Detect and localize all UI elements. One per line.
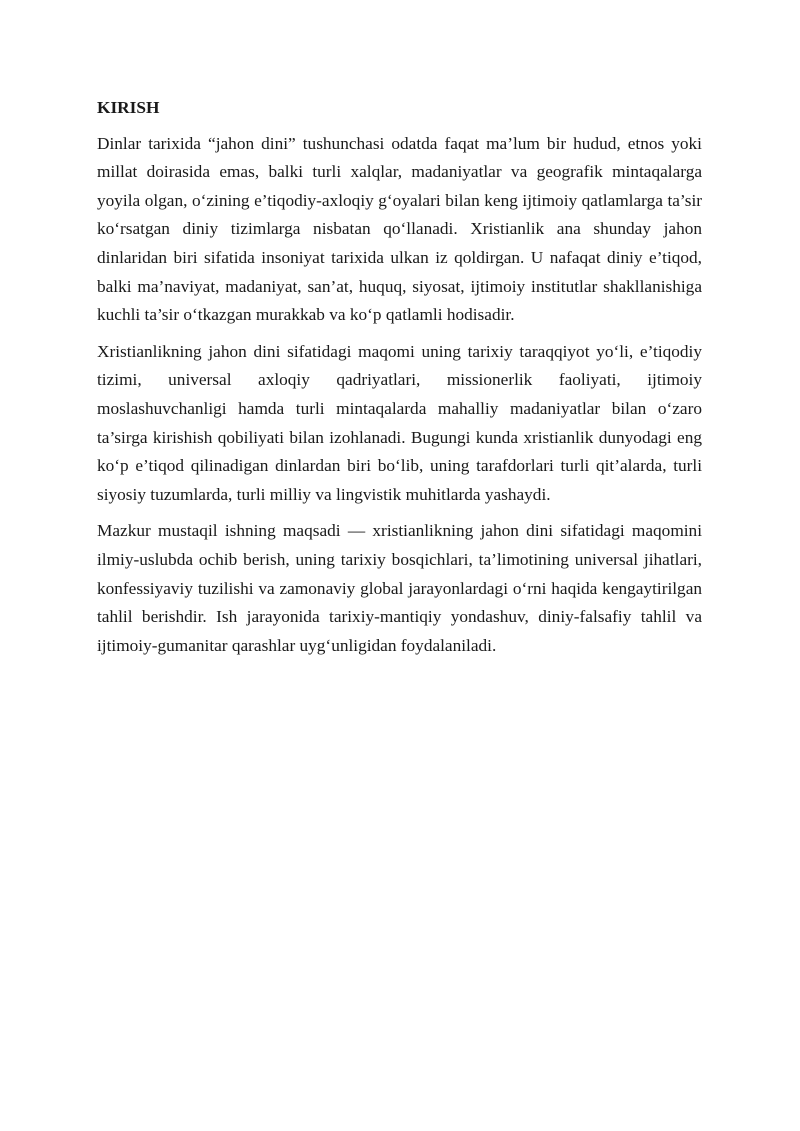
document-body <box>97 94 702 668</box>
paragraph-1: Dinlar tarixida “jahon dini” tushunchasi odatda faqat ma’lum bir hudud, etnos yoki millat doirasida emas, balki turli xalqlar, madaniyatlar va geografik mintaqalarga yoyila olgan, o‘zining e’tiqodiy-axloqiy g‘oyalari bilan keng ijtimoiy qatlamlarga ta’sir ko‘rsatgan diniy tizimlarga nisbatan qo‘llanadi. Xristianlik ana shunday jahon dinlaridan biri sifatida insoniyat tarixida ulkan iz qoldirgan. U nafaqat diniy e’tiqod, balki ma’naviyat, madaniyat, san’at, huquq, siyosat, ijtimoiy institutlar shakllanishiga kuchli ta’sir o‘tkazgan murakkab va ko‘p qatlamli hodisadir. <box>97 133 702 325</box>
section-heading: KIRISH <box>97 98 160 117</box>
paragraph-2: Xristianlikning jahon dini sifatidagi maqomi uning tarixiy taraqqiyot yo‘li, e’tiqodiy tizimi, universal axloqiy qadriyatlari, missionerlik faoliyati, ijtimoiy moslashuvchanligi hamda turli mintaqalarda mahalliy madaniyatlar bilan o‘zaro ta’sirga kirishish qobiliyati bilan izohlanadi. Bugungi kunda xristianlik dunyodagi eng ko‘p e’tiqod qilinadigan dinlardan biri bo‘lib, uning tarafdorlari turli qit’alarda, turli siyosiy tuzumlarda, turli milliy va lingvistik muhitlarda yashaydi. <box>97 341 702 504</box>
paragraph-3: Mazkur mustaqil ishning maqsadi — xristianlikning jahon dini sifatidagi maqomini ilmiy-uslubda ochib berish, uning tarixiy bosqichlari, ta’limotining universal jihatlari, konfessiyaviy tuzilishi va zamonaviy global jarayonlardagi o‘rni haqida kengaytirilgan tahlil berishdir. Ish jarayonida tarixiy-mantiqiy yondashuv, diniy-falsafiy tahlil va ijtimoiy-gumanitar qarashlar uyg‘unligidan foydalaniladi. <box>97 521 702 655</box>
